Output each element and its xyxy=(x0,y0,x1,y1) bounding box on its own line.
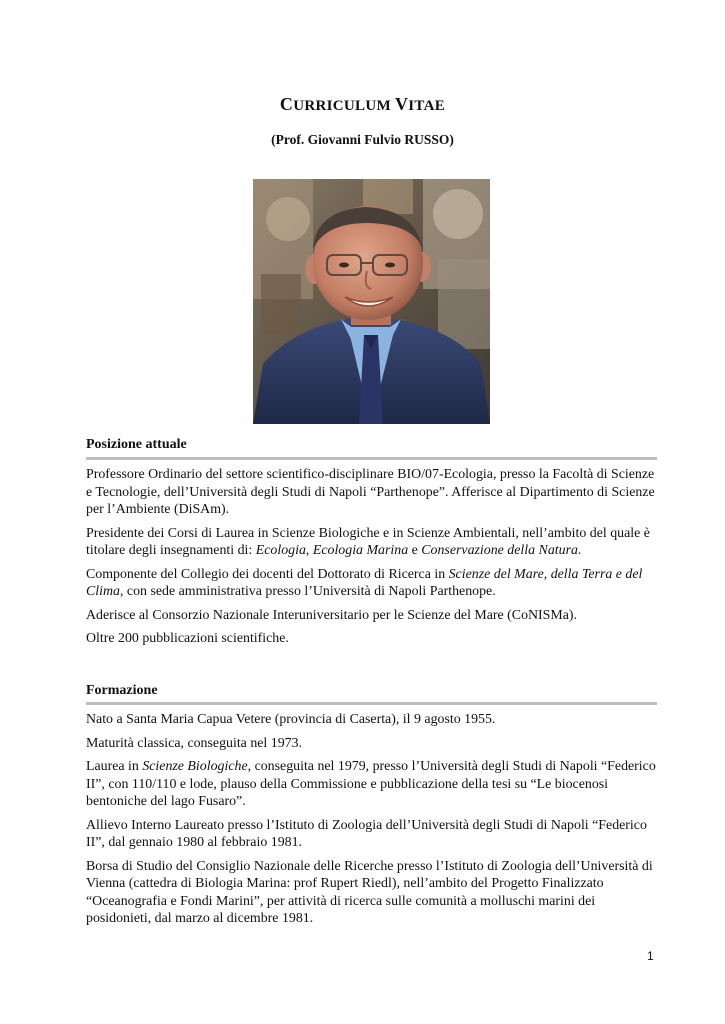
section-body-posizione xyxy=(86,466,658,654)
formazione-paragraph-4: Allievo Interno Laureato presso l’Istituto di Zoologia dell’Università degli Studi di Napoli “Federico II”, dal gennaio 1980 al febbraio 1981. xyxy=(86,817,647,850)
section-heading-formazione: Formazione xyxy=(86,683,158,698)
section-heading-posizione: Posizione attuale xyxy=(86,437,187,452)
title-word-curriculum: URRICULUM xyxy=(293,98,391,114)
formazione-paragraph-5: Borsa di Studio del Consiglio Nazionale delle Ricerche presso l’Istituto di Zoologia dell’Università di Vienna (cattedra di Biologia Marina: prof Rupert Riedl), nell’ambito del Progetto Finalizzato “Oceanografia e Fondi Marini”, per attività di ricerca sulle comunità a molluschi marini dei posidonieti, dal marzo al dicembre 1981. xyxy=(86,858,653,926)
posizione-paragraph-2: Presidente dei Corsi di Laurea in Scienze Biologiche e in Scienze Ambientali, nell’ambito del quale è titolare degli insegnamenti di: Ecologia, Ecologia Marina e Conservazione della Natura. xyxy=(86,525,650,558)
formazione-paragraph-1: Nato a Santa Maria Capua Vetere (provincia di Caserta), il 9 agosto 1955. xyxy=(86,712,496,727)
title-word-vitae: ITAE xyxy=(408,98,446,114)
title-initial-v: V xyxy=(394,94,409,114)
posizione-paragraph-1: Professore Ordinario del settore scientifico-disciplinare BIO/07-Ecologia, presso la Facoltà di Scienze e Tecnologie, dell’Università degli Studi di Napoli “Parthenope”. Afferisce al Dipartimento di Scienze per l’Ambiente (DiSAm). xyxy=(86,467,655,517)
title-initial-c: C xyxy=(279,94,294,114)
formazione-paragraph-2: Maturità classica, conseguita nel 1973. xyxy=(86,735,303,751)
formazione-paragraph-3: Laurea in Scienze Biologiche, conseguita nel 1979, presso l’Università degli Studi di Napoli “Federico II”, con 110/110 e lode, plauso della Commissione e pubblicazione della tesi su “Le biocenosi bentoniche del lago Fusaro”. xyxy=(86,759,656,809)
page-number: 1 xyxy=(647,949,654,963)
document-subtitle: (Prof. Giovanni Fulvio RUSSO) xyxy=(271,132,454,147)
posizione-paragraph-3: Componente del Collegio dei docenti del Dottorato di Ricerca in Scienze del Mare, della Terra e del Clima, con sede amministrativa presso l’Università di Napoli Parthenope. xyxy=(86,566,643,599)
portrait-photo xyxy=(253,179,490,424)
section-divider-posizione xyxy=(86,457,657,460)
section-divider-formazione xyxy=(86,702,657,705)
posizione-paragraph-5: Oltre 200 pubblicazioni scientifiche. xyxy=(86,631,289,646)
section-body-formazione xyxy=(86,711,658,934)
document-title xyxy=(0,94,725,115)
posizione-paragraph-4: Aderisce al Consorzio Nazionale Interuniversitario per le Scienze del Mare (CoNISMa). xyxy=(86,607,578,623)
